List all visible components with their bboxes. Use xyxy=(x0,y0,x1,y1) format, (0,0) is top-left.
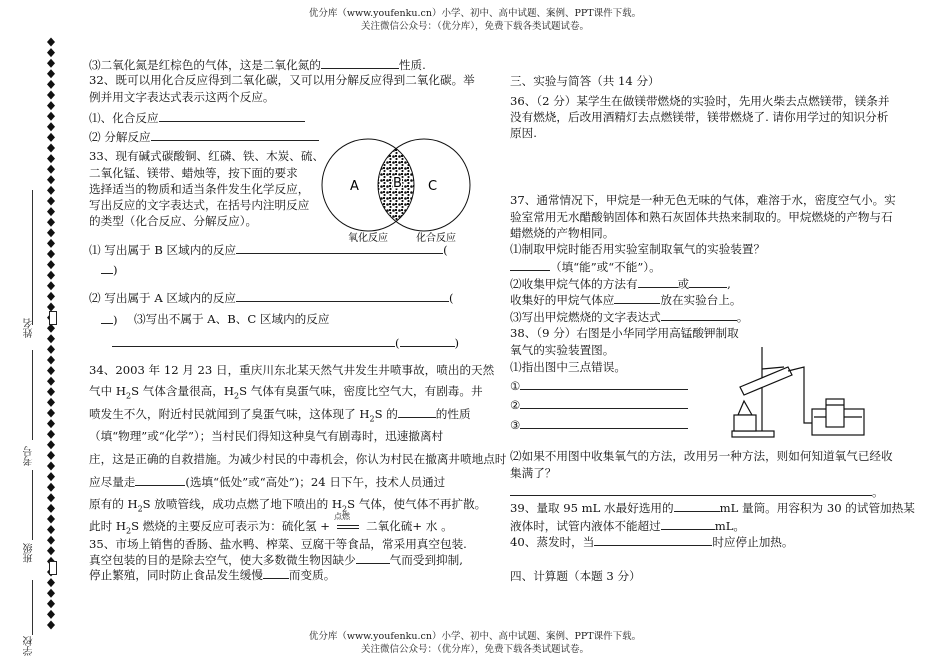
q34-route-blank[interactable] xyxy=(135,474,185,486)
q31-answer-blank[interactable] xyxy=(321,57,399,69)
q33-part1-paren-close: ) xyxy=(113,263,118,277)
q33-part1-type-blank[interactable] xyxy=(101,262,113,274)
q37-line3: 蜡燃烧的产物相同。 xyxy=(510,226,615,240)
q35-line2-b: 气而受到抑制, xyxy=(389,553,463,567)
q38-part2-line1: ⑵如果不用图中收集氧气的方法，改用另一种方法，则如何知道氧气已经收 xyxy=(510,449,893,463)
q34-line6-b: (选填“低处”或“高处”)；24 日下午，技术人员通过 xyxy=(185,475,446,489)
venn-label-b: B xyxy=(393,176,402,191)
q34-line2-b: S 气体含量很高，H xyxy=(131,384,234,398)
page-footer-line2: 关注微信公众号：（优分库），免费下载各类试题试卷。 xyxy=(360,644,589,655)
q37-line1: 37、通常情况下，甲烷是一种无色无味的气体，难溶于水，密度空气小。实 xyxy=(510,193,896,207)
q33-part3-blank[interactable] xyxy=(112,335,395,347)
q34-sub: 2 xyxy=(233,391,240,401)
q32-part1 xyxy=(89,110,305,125)
page-header-line2: 关注微信公众号：（优分库），免费下载各类试题试卷。 xyxy=(360,21,589,32)
binding-diamond xyxy=(47,281,55,290)
q37-placement-blank[interactable] xyxy=(614,292,660,304)
q35-line2 xyxy=(89,552,463,567)
q38-error2-blank[interactable] xyxy=(520,397,688,409)
q33-line2: 二氧化锰、镁带、蜡烛等，按下面的要求 xyxy=(89,166,298,180)
binding-diamond xyxy=(47,451,55,460)
q35-process-blank[interactable] xyxy=(263,567,289,579)
binding-diamond xyxy=(47,292,55,301)
binding-diamond xyxy=(47,621,55,630)
venn-caption-combination: 化合反应 xyxy=(416,233,456,244)
collecting-bottle xyxy=(826,399,844,427)
q34-sub: 2 xyxy=(342,504,348,514)
binding-diamond xyxy=(47,112,55,121)
q39-line2-b: mL。 xyxy=(714,519,746,533)
q34-line7-c: S 气体，使气体不再扩散。 xyxy=(347,497,487,511)
name-field-line[interactable] xyxy=(32,190,33,325)
q31-part3-tail: 性质. xyxy=(398,58,426,72)
binding-diamond xyxy=(47,48,55,57)
binding-diamond xyxy=(47,536,55,545)
binding-diamond xyxy=(47,144,55,153)
q35-line3-b: 而变质。 xyxy=(288,568,336,582)
q33-line5: 的类型（化合反应、分解反应）。 xyxy=(89,214,258,228)
binding-diamond xyxy=(47,38,55,47)
q40-blank[interactable] xyxy=(594,534,712,546)
binding-diamond xyxy=(47,546,55,555)
venn-caption-oxidation: 氧化反应 xyxy=(348,233,388,244)
test-tube xyxy=(740,367,792,395)
binding-diamond xyxy=(47,589,55,598)
q34-line8-a: 此时 H xyxy=(89,519,126,533)
q39-line2 xyxy=(510,518,745,533)
q34-line3-b: S 的 xyxy=(374,407,398,421)
q37-or: 或 xyxy=(677,277,690,291)
binding-diamond xyxy=(47,440,55,449)
q35-line1: 35、市场上销售的香肠、盐水鸭、榨菜、豆腐干等食品，常采用真空包装. xyxy=(89,537,467,551)
q33-part3 xyxy=(112,335,459,350)
q33-part1-label: ⑴ 写出属于 B 区域内的反应 xyxy=(89,243,237,257)
binding-diamond xyxy=(47,345,55,354)
q34-sub: 2 xyxy=(125,391,132,401)
q33-part1-type xyxy=(101,262,118,277)
q34-line7-a: 原有的 H xyxy=(89,497,138,511)
page-header-line1: 优分库（www.youfenku.cn）小学、初中、高中试题、案例、PPT课件下载。 xyxy=(308,8,642,19)
q34-line7 xyxy=(89,497,486,516)
binding-diamond xyxy=(47,218,55,227)
q34-line2-a: 气中 H xyxy=(89,384,126,398)
q32-part2-blank[interactable] xyxy=(151,129,319,141)
q38-error2 xyxy=(510,397,688,412)
binding-diamond xyxy=(47,228,55,237)
q38-line3: ⑴指出图中三点错误。 xyxy=(510,360,626,374)
alcohol-lamp-flame xyxy=(738,401,752,415)
q36-line2: 没有燃烧，后改用酒精灯去点燃镁带，镁带燃烧了. 请你用学过的知识分析 xyxy=(510,110,889,124)
q37-part2-text2: 收集好的甲烷气体应 xyxy=(510,293,615,307)
q38-error1 xyxy=(510,378,688,393)
q35-line3 xyxy=(89,567,335,582)
q33-part2-blank[interactable] xyxy=(236,290,449,302)
q34-line4: （填“物理”或“化学”）；当村民们得知这种臭气有剧毒时，迅速撤离村 xyxy=(89,429,444,443)
binding-diamond xyxy=(47,69,55,78)
binding-notch-lower xyxy=(49,561,57,575)
alcohol-lamp xyxy=(734,415,756,431)
binding-diamond xyxy=(47,515,55,524)
q38-error2-num: ② xyxy=(510,398,521,412)
q32-part2 xyxy=(89,129,319,144)
q37-part1-hint: （填“能”或“不能”）。 xyxy=(550,260,661,274)
q38-part2-line2: 集满了？ xyxy=(510,466,557,480)
reaction-arrow xyxy=(330,512,366,533)
q37-part3-period: 。 xyxy=(736,310,749,324)
binding-diamond xyxy=(47,59,55,68)
binding-diamond xyxy=(47,462,55,471)
binding-diamond xyxy=(47,91,55,100)
q38-part2-blank[interactable] xyxy=(510,484,872,496)
binding-diamond xyxy=(47,334,55,343)
q32-line1: 32、既可以用化合反应得到二氧化碳，又可以用分解反应得到二氧化碳。举 xyxy=(89,73,475,87)
binding-diamond xyxy=(47,398,55,407)
reaction-condition: 点燃 xyxy=(334,512,351,521)
equals-sign xyxy=(337,525,359,529)
q34-line2 xyxy=(89,384,483,403)
q38-error3 xyxy=(510,417,688,432)
q33-part3-paren-close: ) xyxy=(454,336,460,350)
binding-diamond xyxy=(47,154,55,163)
binding-diamond xyxy=(47,271,55,280)
q34-line8-b: S 燃烧的主要反应可表示为：硫化氢 + xyxy=(131,519,331,533)
q37-part1-blank[interactable] xyxy=(510,259,550,271)
oxygen-apparatus-figure xyxy=(722,343,872,441)
q37-part3 xyxy=(510,309,748,324)
q37-part2-line2 xyxy=(510,292,742,307)
q38-line1: 38、（9 分）右图是小华同学用高锰酸钾制取 xyxy=(510,326,739,340)
q34-sub: 2 xyxy=(369,414,375,424)
q34-line8-c: 二氧化硫+ 水 。 xyxy=(366,519,453,533)
venn-label-c: C xyxy=(428,179,438,194)
q33-part3-paren-open: ( xyxy=(395,336,400,350)
q34-property-blank[interactable] xyxy=(398,406,436,418)
venn-diagram xyxy=(320,137,475,245)
q38-error1-blank[interactable] xyxy=(520,378,688,390)
binding-notch xyxy=(49,311,57,325)
q33-part1-paren-open: ( xyxy=(443,243,448,257)
q32-line2: 例并用文字表达式表示这两个反应。 xyxy=(89,90,275,104)
binding-diamond xyxy=(47,504,55,513)
q39-line1 xyxy=(510,500,915,515)
binding-line xyxy=(36,36,58,636)
q40-b: 时应停止加热。 xyxy=(712,535,794,549)
q33-part1-blank[interactable] xyxy=(236,242,443,254)
q35-line2-a: 真空包装的目的是除去空气，使大多数微生物因缺少 xyxy=(89,553,356,567)
binding-diamond xyxy=(47,250,55,259)
q34-line6 xyxy=(89,474,445,489)
venn-label-a: A xyxy=(350,179,359,194)
q36-line3: 原因. xyxy=(510,126,537,140)
q34-sub: 2 xyxy=(137,504,143,514)
q35-line3-a: 停止繁殖，同时防止食品发生缓慢 xyxy=(89,568,263,582)
q37-part3-text: ⑶写出甲烷燃烧的文字表达式 xyxy=(510,310,661,324)
q31-part3-text: ⑶二氧化氮是红棕色的气体，这是二氧化氮的 xyxy=(89,58,321,72)
name-label: 姓名 xyxy=(24,318,35,338)
q34-sub: 2 xyxy=(125,526,132,536)
binding-diamond xyxy=(47,387,55,396)
q37-method1-blank[interactable] xyxy=(638,276,678,288)
binding-diamonds xyxy=(47,38,55,630)
q37-part1: ⑴制取甲烷时能否用实验室制取氧气的实验装置？ xyxy=(510,242,766,256)
binding-diamond xyxy=(47,493,55,502)
binding-diamond xyxy=(47,324,55,333)
q33-part1 xyxy=(89,242,448,257)
clamp-arm xyxy=(762,367,784,369)
binding-diamond xyxy=(47,356,55,365)
q37-equation-blank[interactable] xyxy=(661,309,737,321)
q33-part3-type-blank[interactable] xyxy=(400,335,455,347)
q34-line1: 34、2003 年 12 月 23 日，重庆川东北某天然气井发生井喷事故，喷出的天然 xyxy=(89,363,495,377)
q38-error1-num: ① xyxy=(510,379,521,393)
binding-diamond xyxy=(47,175,55,184)
q39-line2-a: 液体时，试管内液体不能超过 xyxy=(510,519,661,533)
q37-part2-line1 xyxy=(510,276,731,291)
q33-part2-type-blank[interactable] xyxy=(101,312,113,324)
binding-diamond xyxy=(47,207,55,216)
q37-part1-answer xyxy=(510,259,661,274)
q37-part2-comma: , xyxy=(727,277,731,291)
q34-line3 xyxy=(89,406,471,426)
binding-diamond xyxy=(47,101,55,110)
q36-line1: 36、（2 分）某学生在做镁带燃烧的实验时，先用火柴去点燃镁带，镁条并 xyxy=(510,94,890,108)
iron-stand-base xyxy=(732,431,774,437)
q38-error3-num: ③ xyxy=(510,418,521,432)
binding-diamond xyxy=(47,472,55,481)
page-footer-line1: 优分库（www.youfenku.cn）小学、初中、高中试题、案例、PPT课件下载。 xyxy=(308,631,642,642)
section4-title: 四、计算题（本题 3 分） xyxy=(510,569,641,583)
binding-diamond xyxy=(47,239,55,248)
binding-diamond xyxy=(47,197,55,206)
binding-diamond xyxy=(47,186,55,195)
binding-diamond xyxy=(47,260,55,269)
q35-gas-blank[interactable] xyxy=(356,552,390,564)
q34-line8 xyxy=(89,512,453,538)
binding-diamond xyxy=(47,525,55,534)
binding-diamond xyxy=(47,419,55,428)
school-label: 学校 xyxy=(24,636,35,656)
class-field-line[interactable] xyxy=(32,470,33,540)
q38-error3-blank[interactable] xyxy=(520,417,688,429)
q33-part2-paren-close: ) xyxy=(113,313,118,327)
q34-line2-c: S 气体有臭蛋气味，密度比空气大，有剧毒。井 xyxy=(239,384,483,398)
q31-part3 xyxy=(89,57,426,72)
exam-no-label: 考号 xyxy=(24,446,35,466)
q39-volume-blank[interactable] xyxy=(661,518,715,530)
q33-part2 xyxy=(89,290,454,305)
binding-diamond xyxy=(47,599,55,608)
q33-line1: 33、现有碱式碳酸铜、红磷、铁、木炭、硫、 xyxy=(89,149,325,163)
q33-line3: 选择适当的物质和适当条件发生化学反应， xyxy=(89,182,310,196)
q34-line7-b: S 放喷管线，成功点燃了地下喷出的 H xyxy=(142,497,343,511)
exam-no-field-line[interactable] xyxy=(32,350,33,440)
school-field-line[interactable] xyxy=(32,580,33,635)
binding-diamond xyxy=(47,80,55,89)
q38-part2-period: 。 xyxy=(872,485,884,499)
q38-line2: 氧气的实验装置图。 xyxy=(510,343,615,357)
q37-part2-tail: 放在实验台上。 xyxy=(660,293,742,307)
class-label: 班级 xyxy=(24,543,35,563)
q32-part2-label: ⑵ 分解反应 xyxy=(89,130,151,144)
q34-line3-c: 的性质 xyxy=(435,407,471,421)
binding-diamond xyxy=(47,122,55,131)
binding-diamond xyxy=(47,165,55,174)
q34-line5: 庄，这是正确的自救措施。为减少村民的中毒机会，你认为村民在撤离井喷地点时 xyxy=(89,452,507,466)
q40 xyxy=(510,534,794,549)
q38-part2-answer xyxy=(510,484,884,499)
q32-part1-blank[interactable] xyxy=(159,110,305,122)
binding-diamond xyxy=(47,377,55,386)
q33-part2-type xyxy=(101,312,118,327)
q33-line4: 写出反应的文字表达式，在括号内注明反应 xyxy=(89,198,310,212)
q32-part1-label: ⑴、化合反应 xyxy=(89,111,159,125)
binding-diamond xyxy=(47,483,55,492)
q39-cylinder-blank[interactable] xyxy=(674,500,720,512)
binding-diamond xyxy=(47,366,55,375)
q37-line2: 验室常用无水醋酸钠固体和熟石灰固体共热来制取的。甲烷燃烧的产物与石 xyxy=(510,210,893,224)
q37-method2-blank[interactable] xyxy=(689,276,727,288)
binding-diamond xyxy=(47,578,55,587)
binding-diamond xyxy=(47,610,55,619)
q34-line3-a: 喷发生不久，附近村民就闻到了臭蛋气味，这体现了 H xyxy=(89,407,370,421)
binding-diamond xyxy=(47,133,55,142)
q34-line6-a: 应尽量走 xyxy=(89,475,136,489)
binding-diamond xyxy=(47,409,55,418)
q39-line1-a: 39、量取 95 mL 水最好选用的 xyxy=(510,501,674,515)
q40-a: 40、蒸发时，当 xyxy=(510,535,595,549)
section3-title: 三、实验与简答（共 14 分） xyxy=(510,74,660,88)
q33-part2-label: ⑵ 写出属于 A 区域内的反应 xyxy=(89,291,236,305)
binding-diamond xyxy=(47,430,55,439)
q37-part2-text: ⑵收集甲烷气体的方法有 xyxy=(510,277,638,291)
q33-part2-paren-open: ( xyxy=(448,291,454,305)
q39-line1-b: mL 量筒。用容积为 30 的试管加热某 xyxy=(719,501,915,515)
q33-part3-label: ⑶写出不属于 A、B、C 区域内的反应 xyxy=(134,312,330,326)
